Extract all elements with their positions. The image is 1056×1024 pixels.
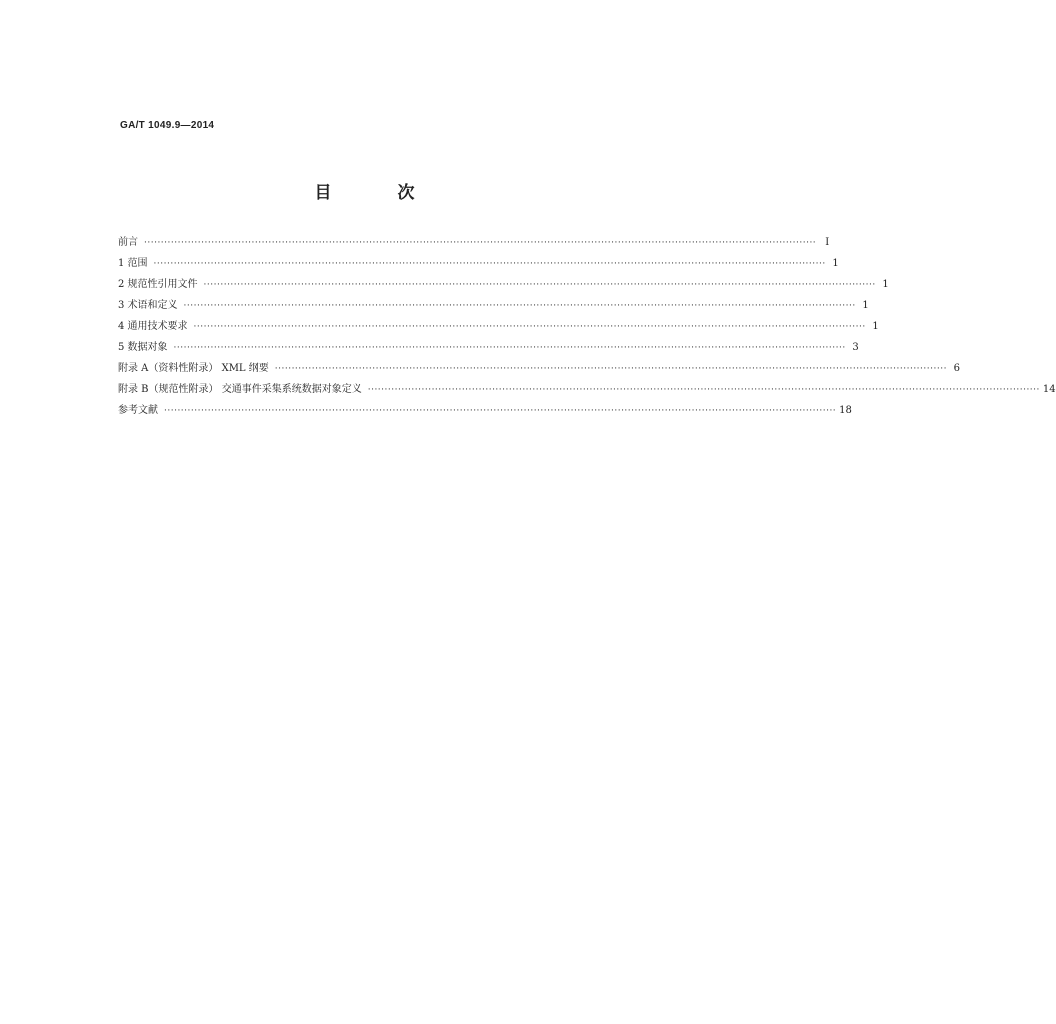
toc-entry-page: 6 [953, 363, 960, 374]
toc-entry-label: 前言 [118, 237, 138, 248]
toc-leader-dots: ········································································································································································································ [153, 259, 826, 269]
toc-entry-label: 2 规范性引用文件 [118, 279, 198, 290]
toc-leader-dots: ········································································································································································································ [164, 406, 837, 416]
toc-entry-page: 3 [852, 342, 859, 353]
toc-entry-label: 5 数据对象 [118, 342, 168, 353]
toc-entry-bibliography[interactable] [118, 400, 852, 421]
toc-entry-data-objects[interactable] [118, 337, 859, 358]
table-of-contents [118, 232, 1056, 421]
toc-entry-page: 1 [862, 300, 869, 311]
toc-entry-general-requirements[interactable] [118, 316, 879, 337]
toc-title: 目 次 [314, 183, 445, 203]
toc-entry-page: 14 [1042, 384, 1056, 395]
toc-entry-label: 3 术语和定义 [118, 300, 178, 311]
toc-leader-dots: ········································································································································································································ [274, 364, 947, 374]
toc-leader-dots: ········································································································································································································ [203, 280, 876, 290]
toc-leader-dots: ········································································································································································································ [367, 385, 1040, 395]
toc-entry-annex-b[interactable] [118, 379, 1056, 400]
toc-entry-terms-definitions[interactable] [118, 295, 869, 316]
toc-entry-scope[interactable] [118, 253, 839, 274]
toc-entry-normative-references[interactable] [118, 274, 889, 295]
toc-leader-dots: ········································································································································································································ [173, 343, 846, 353]
toc-entry-page: 1 [882, 279, 889, 290]
toc-entry-page: 18 [839, 405, 852, 416]
toc-leader-dots: ········································································································································································································ [183, 301, 856, 311]
toc-entry-page: 1 [872, 321, 879, 332]
toc-entry-foreword[interactable] [118, 232, 830, 253]
toc-entry-label: 参考文献 [118, 405, 158, 416]
toc-entry-page: Ⅰ [825, 237, 830, 248]
toc-entry-label: 4 通用技术要求 [118, 321, 188, 332]
toc-entry-label: 1 范围 [118, 258, 148, 269]
toc-entry-label: 附录 A（资料性附录） XML 纲要 [118, 363, 269, 374]
document-code: GA/T 1049.9—2014 [120, 120, 215, 131]
toc-entry-page: 1 [832, 258, 839, 269]
toc-entry-annex-a[interactable] [118, 358, 960, 379]
toc-leader-dots: ········································································································································································································ [144, 238, 817, 248]
toc-leader-dots: ········································································································································································································ [193, 322, 866, 332]
toc-entry-label: 附录 B（规范性附录） 交通事件采集系统数据对象定义 [118, 384, 362, 395]
